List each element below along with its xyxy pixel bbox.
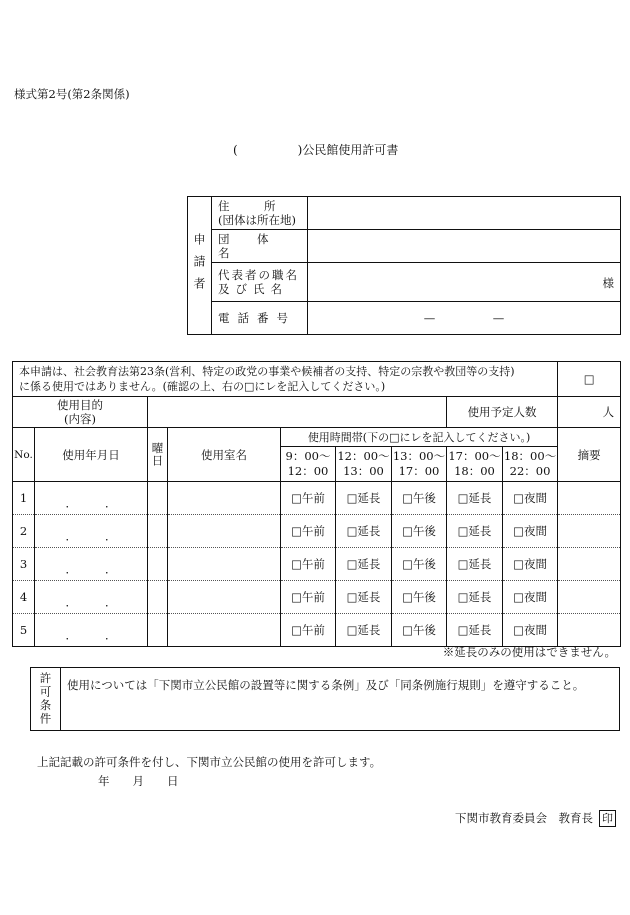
conditions-box (30, 667, 620, 731)
remarks-field[interactable] (558, 548, 621, 581)
weekday-field[interactable] (148, 515, 168, 548)
declaration-checkbox[interactable]: □ (558, 362, 621, 397)
slot-header: 17：00〜 18：00 (447, 447, 503, 482)
seal-stamp: 印 (599, 810, 616, 827)
slot-checkbox[interactable]: □延長 (336, 614, 392, 647)
issue-date: 年 月 日 (98, 774, 179, 788)
form-number: 様式第2号(第2条関係) (14, 87, 130, 101)
weekday-field[interactable] (148, 614, 168, 647)
room-field[interactable] (168, 515, 281, 548)
row-number: 4 (13, 581, 35, 614)
page-title: ( )公民館使用許可書 (233, 143, 399, 157)
group-name-label: 団 体 名 (212, 230, 308, 263)
table-row (13, 482, 621, 515)
slot-checkbox[interactable]: □延長 (336, 515, 392, 548)
slot-checkbox[interactable]: □夜間 (503, 581, 558, 614)
row-number: 3 (13, 548, 35, 581)
room-field[interactable] (168, 482, 281, 515)
people-label: 使用予定人数 (447, 397, 558, 428)
room-field[interactable] (168, 581, 281, 614)
date-field[interactable]: ． ． (35, 581, 148, 614)
slot-header: 13：00〜 17：00 (392, 447, 447, 482)
col-timeband-header: 使用時間帯(下の□にレを記入してください。) (281, 428, 558, 447)
weekday-field[interactable] (148, 581, 168, 614)
applicant-header: 申請者 (188, 197, 212, 335)
purpose-field[interactable] (148, 397, 447, 428)
group-name-field[interactable] (308, 230, 621, 263)
slot-checkbox[interactable]: □延長 (336, 548, 392, 581)
remarks-field[interactable] (558, 515, 621, 548)
slot-checkbox[interactable]: □午後 (392, 548, 447, 581)
slot-checkbox[interactable]: □夜間 (503, 482, 558, 515)
slot-checkbox[interactable]: □午後 (392, 581, 447, 614)
purpose-label: 使用目的 (内容) (13, 397, 148, 428)
date-field[interactable]: ． ． (35, 548, 148, 581)
phone-label: 電話番号 (212, 302, 308, 335)
issuer-name: 下関市教育委員会 教育長 (455, 811, 593, 825)
col-no-header: No. (13, 428, 35, 482)
applicant-table (187, 196, 621, 335)
slot-checkbox[interactable]: □延長 (336, 581, 392, 614)
slot-checkbox[interactable]: □夜間 (503, 515, 558, 548)
slot-header: 12：00〜 13：00 (336, 447, 392, 482)
slot-checkbox[interactable]: □夜間 (503, 548, 558, 581)
slot-checkbox[interactable]: □午前 (281, 515, 336, 548)
sama-suffix: 様 (602, 276, 614, 290)
table-row (13, 515, 621, 548)
date-field[interactable]: ． ． (35, 482, 148, 515)
remarks-field[interactable] (558, 581, 621, 614)
weekday-field[interactable] (148, 482, 168, 515)
slot-checkbox[interactable]: □延長 (447, 581, 503, 614)
room-field[interactable] (168, 548, 281, 581)
slot-header: 9：00〜 12：00 (281, 447, 336, 482)
col-remarks-header: 摘要 (558, 428, 621, 482)
extension-note: ※延長のみの使用はできません。 (442, 645, 616, 659)
declaration-text: 本申請は、社会教育法第23条(営利、特定の政党の事業や候補者の支持、特定の宗教や教団等の支持) に係る使用ではありません。(確認の上、右の□にレを記入してください。) (13, 362, 558, 397)
slot-checkbox[interactable]: □午後 (392, 515, 447, 548)
weekday-field[interactable] (148, 548, 168, 581)
slot-checkbox[interactable]: □午前 (281, 548, 336, 581)
date-field[interactable]: ． ． (35, 515, 148, 548)
slot-checkbox[interactable]: □午後 (392, 614, 447, 647)
address-label: 住 所 (団体は所在地) (212, 197, 308, 230)
slot-checkbox[interactable]: □午前 (281, 482, 336, 515)
table-row (13, 614, 621, 647)
col-weekday-header: 曜日 (148, 428, 168, 482)
room-field[interactable] (168, 614, 281, 647)
slot-checkbox[interactable]: □延長 (447, 515, 503, 548)
row-number: 5 (13, 614, 35, 647)
table-row (13, 581, 621, 614)
representative-label: 代表者の職名 及び氏名 (212, 263, 308, 302)
representative-field[interactable] (308, 263, 621, 302)
slot-checkbox[interactable]: □延長 (447, 482, 503, 515)
conditions-text: 使用については「下関市立公民館の設置等に関する条例」及び「同条例施行規則」を遵守すること。 (61, 668, 620, 731)
remarks-field[interactable] (558, 482, 621, 515)
slot-checkbox[interactable]: □午前 (281, 581, 336, 614)
slot-checkbox[interactable]: □午前 (281, 614, 336, 647)
approval-text: 上記記載の許可条件を付し、下関市立公民館の使用を許可します。 (37, 755, 382, 769)
slot-checkbox[interactable]: □延長 (447, 614, 503, 647)
people-unit: 人 (602, 405, 615, 419)
issuer-line (455, 810, 616, 827)
table-row (13, 548, 621, 581)
col-date-header: 使用年月日 (35, 428, 148, 482)
usage-table (12, 361, 621, 647)
slot-checkbox[interactable]: □延長 (447, 548, 503, 581)
conditions-label: 許可条件 (31, 668, 61, 731)
phone-field[interactable]: — — (308, 302, 621, 335)
row-number: 1 (13, 482, 35, 515)
row-number: 2 (13, 515, 35, 548)
slot-header: 18：00〜 22：00 (503, 447, 558, 482)
slot-checkbox[interactable]: □夜間 (503, 614, 558, 647)
people-field[interactable] (558, 397, 621, 428)
date-field[interactable]: ． ． (35, 614, 148, 647)
address-field[interactable] (308, 197, 621, 230)
col-room-header: 使用室名 (168, 428, 281, 482)
slot-checkbox[interactable]: □延長 (336, 482, 392, 515)
remarks-field[interactable] (558, 614, 621, 647)
slot-checkbox[interactable]: □午後 (392, 482, 447, 515)
